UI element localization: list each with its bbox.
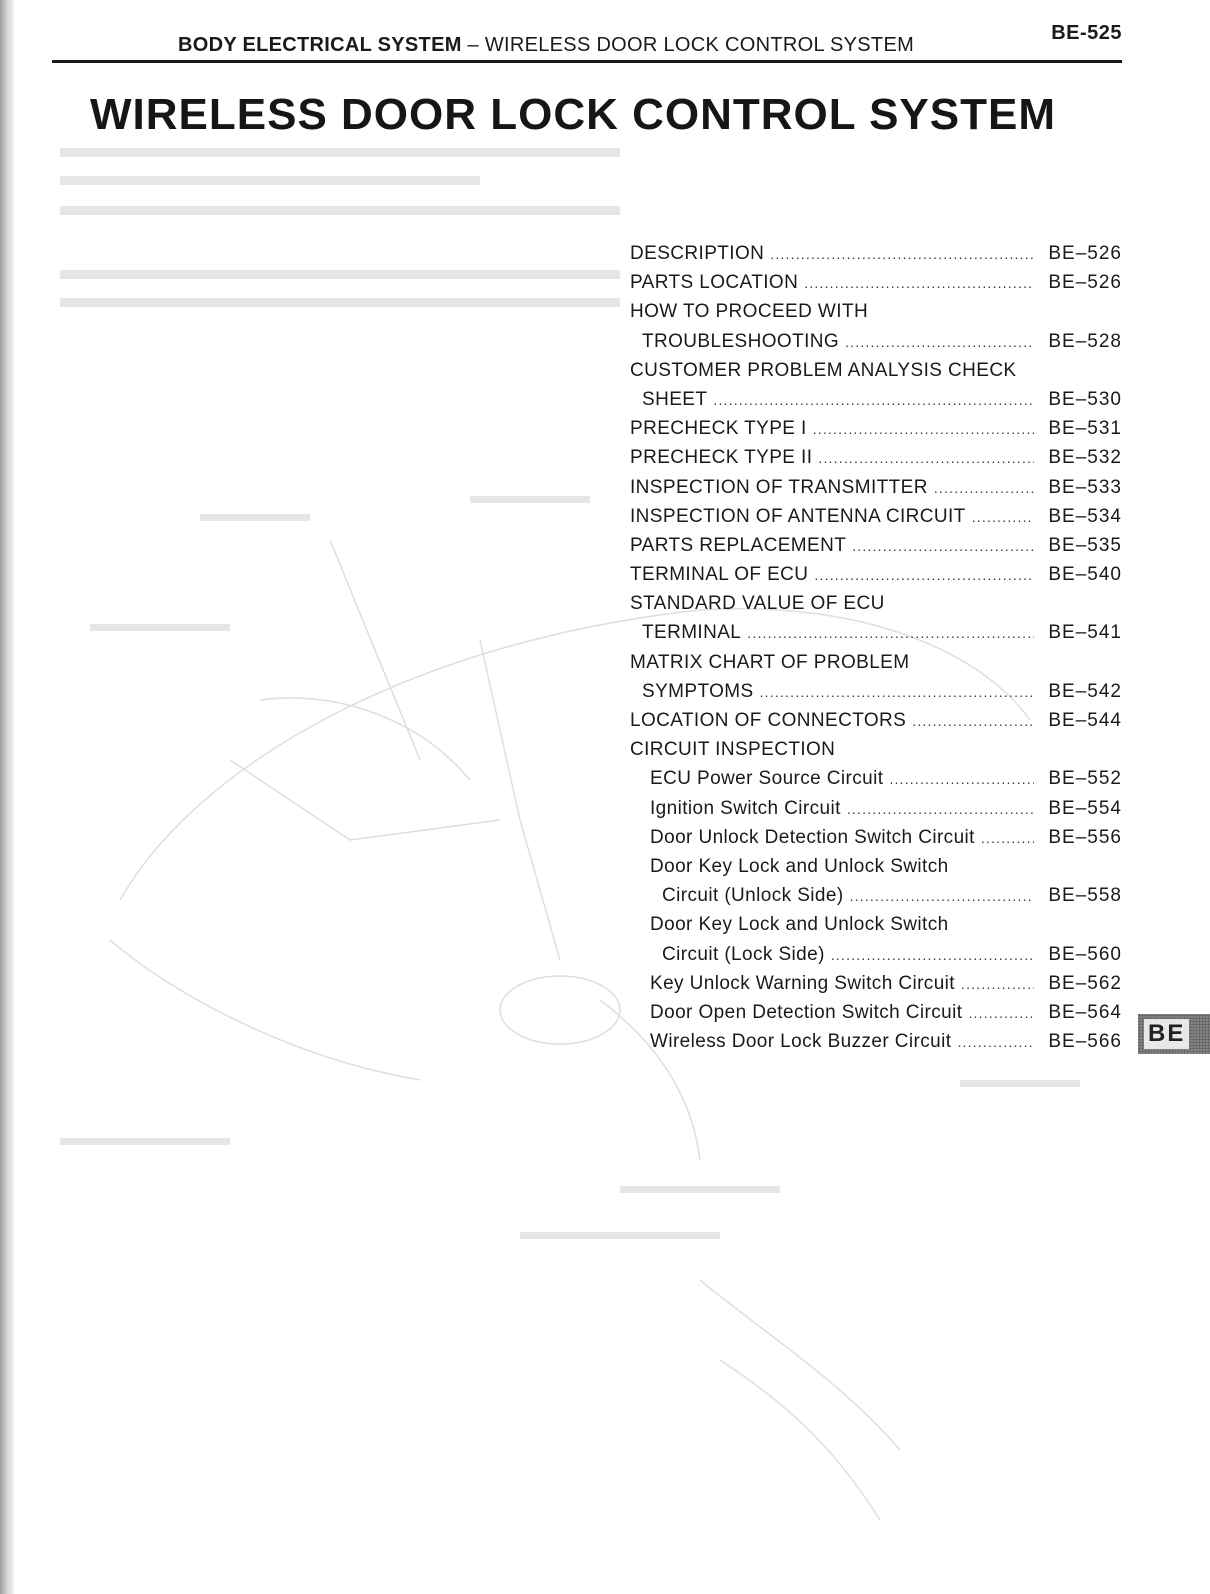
- toc-entry: [630, 998, 1122, 1027]
- toc-dot-leader: [934, 474, 1034, 503]
- toc-entry-label: INSPECTION OF TRANSMITTER: [630, 476, 928, 498]
- toc-entry: [630, 969, 1122, 998]
- toc-entry-page: BE–531: [1048, 418, 1122, 440]
- toc-entry: [630, 910, 1122, 939]
- toc-dot-leader: [852, 532, 1034, 561]
- toc-entry-label: DESCRIPTION: [630, 243, 765, 264]
- toc-dot-leader: [850, 882, 1034, 911]
- toc-dot-leader: [713, 386, 1034, 415]
- toc-entry-page: BE–560: [1048, 943, 1122, 965]
- toc-entry-label: Door Open Detection Switch Circuit: [650, 1001, 963, 1023]
- section-tab: [1138, 1014, 1210, 1054]
- toc-entry-page: BE–542: [1048, 680, 1122, 702]
- toc-entry-label: Wireless Door Lock Buzzer Circuit: [650, 1031, 952, 1053]
- toc-entry-label: TROUBLESHOOTING: [642, 330, 840, 352]
- toc-entry: [630, 327, 1122, 356]
- toc-entry: [630, 385, 1122, 414]
- toc-entry-label: Key Unlock Warning Switch Circuit: [650, 972, 955, 994]
- toc-dot-leader: [770, 240, 1034, 269]
- toc-entry-page: BE–533: [1048, 476, 1122, 498]
- toc-entry: [630, 502, 1122, 531]
- toc-dot-leader: [961, 970, 1034, 999]
- toc-entry-page: BE–552: [1048, 768, 1122, 790]
- toc-entry: [630, 618, 1122, 647]
- toc-dot-leader: [912, 707, 1034, 736]
- toc-entry: [630, 764, 1122, 793]
- page-title: WIRELESS DOOR LOCK CONTROL SYSTEM: [90, 90, 1057, 139]
- toc-entry-page: BE–526: [1048, 243, 1122, 264]
- toc-entry-page: BE–540: [1048, 564, 1122, 586]
- toc-dot-leader: [804, 269, 1034, 298]
- toc-dot-leader: [845, 328, 1034, 357]
- header-section: BODY ELECTRICAL SYSTEM: [178, 34, 462, 56]
- toc-entry-label: Circuit (Lock Side): [662, 943, 825, 965]
- toc-entry-page: BE–562: [1048, 972, 1122, 994]
- toc-entry: [630, 443, 1122, 472]
- toc-entry-label: Door Key Lock and Unlock Switch: [650, 855, 949, 877]
- toc-dot-leader: [968, 999, 1034, 1028]
- toc-entry-page: BE–544: [1048, 710, 1122, 731]
- toc-entry: [630, 852, 1122, 881]
- toc-dot-leader: [981, 824, 1034, 853]
- toc-entry: [630, 735, 1122, 764]
- toc-entry: [630, 589, 1122, 618]
- toc-entry: [630, 1027, 1122, 1056]
- toc-entry-label: MATRIX CHART OF PROBLEM: [630, 651, 910, 673]
- toc-entry-label: Circuit (Unlock Side): [662, 885, 844, 907]
- toc-dot-leader: [747, 619, 1034, 648]
- toc-entry-label: TERMINAL OF ECU: [630, 564, 809, 586]
- toc-entry-label: PARTS LOCATION: [630, 272, 799, 294]
- toc-entry: [630, 239, 1122, 268]
- toc-entry: [630, 297, 1122, 326]
- toc-entry-page: BE–535: [1048, 534, 1122, 556]
- toc-entry-label: CUSTOMER PROBLEM ANALYSIS CHECK: [630, 359, 1017, 381]
- toc-entry-label: LOCATION OF CONNECTORS: [630, 710, 907, 731]
- toc-entry: [630, 648, 1122, 677]
- toc-entry: [630, 881, 1122, 910]
- page-binding-shadow: [0, 0, 14, 1594]
- header-separator: –: [467, 34, 479, 56]
- toc-entry: [630, 356, 1122, 385]
- toc-dot-leader: [814, 561, 1034, 590]
- toc-entry: [630, 940, 1122, 969]
- toc-entry-label: Ignition Switch Circuit: [650, 797, 841, 819]
- toc-dot-leader: [818, 444, 1034, 473]
- toc-entry: [630, 473, 1122, 502]
- toc-entry-label: HOW TO PROCEED WITH: [630, 301, 869, 323]
- toc-entry-label: PARTS REPLACEMENT: [630, 534, 847, 556]
- toc-entry-label: PRECHECK TYPE I: [630, 418, 807, 440]
- toc-entry-label: Door Key Lock and Unlock Switch: [650, 914, 949, 936]
- toc-entry-page: BE–530: [1048, 388, 1122, 410]
- toc-entry: [630, 414, 1122, 443]
- toc-entry-page: BE–528: [1048, 330, 1122, 352]
- page-number: BE-525: [1051, 22, 1122, 44]
- toc-dot-leader: [972, 503, 1034, 532]
- toc-entry-page: BE–554: [1048, 797, 1122, 819]
- toc-entry: [630, 560, 1122, 589]
- toc-entry-label: SHEET: [642, 388, 708, 410]
- header-subsection: WIRELESS DOOR LOCK CONTROL SYSTEM: [484, 34, 915, 56]
- toc-dot-leader: [957, 1028, 1034, 1057]
- toc-entry-label: ECU Power Source Circuit: [650, 768, 884, 790]
- toc-entry-label: SYMPTOMS: [642, 680, 754, 702]
- toc-entry: [630, 823, 1122, 852]
- header-rule: [52, 60, 1122, 63]
- toc-entry-page: BE–566: [1048, 1031, 1122, 1053]
- toc-entry-page: BE–526: [1048, 272, 1122, 294]
- toc-dot-leader: [831, 941, 1034, 970]
- toc-entry-page: BE–558: [1048, 885, 1122, 907]
- toc-entry-label: STANDARD VALUE OF ECU: [630, 593, 885, 615]
- toc-entry-page: BE–541: [1048, 622, 1122, 644]
- table-of-contents: [630, 239, 1122, 1056]
- running-header: [178, 34, 914, 57]
- toc-entry-page: BE–532: [1048, 447, 1122, 469]
- toc-entry-page: BE–534: [1048, 505, 1122, 527]
- toc-entry-label: PRECHECK TYPE II: [630, 447, 813, 469]
- toc-dot-leader: [813, 415, 1034, 444]
- toc-entry: [630, 794, 1122, 823]
- toc-entry-page: BE–556: [1048, 826, 1122, 848]
- toc-entry-label: Door Unlock Detection Switch Circuit: [650, 826, 975, 848]
- toc-dot-leader: [847, 795, 1034, 824]
- toc-entry: [630, 706, 1122, 735]
- toc-dot-leader: [760, 678, 1034, 707]
- toc-entry-label: INSPECTION OF ANTENNA CIRCUIT: [630, 505, 966, 527]
- toc-entry: [630, 268, 1122, 297]
- toc-entry-page: BE–564: [1048, 1001, 1122, 1023]
- toc-entry: [630, 531, 1122, 560]
- toc-dot-leader: [889, 765, 1034, 794]
- section-tab-label: BE: [1144, 1019, 1189, 1049]
- toc-entry-label: TERMINAL: [642, 622, 742, 644]
- toc-entry-label: CIRCUIT INSPECTION: [630, 739, 836, 761]
- toc-entry: [630, 677, 1122, 706]
